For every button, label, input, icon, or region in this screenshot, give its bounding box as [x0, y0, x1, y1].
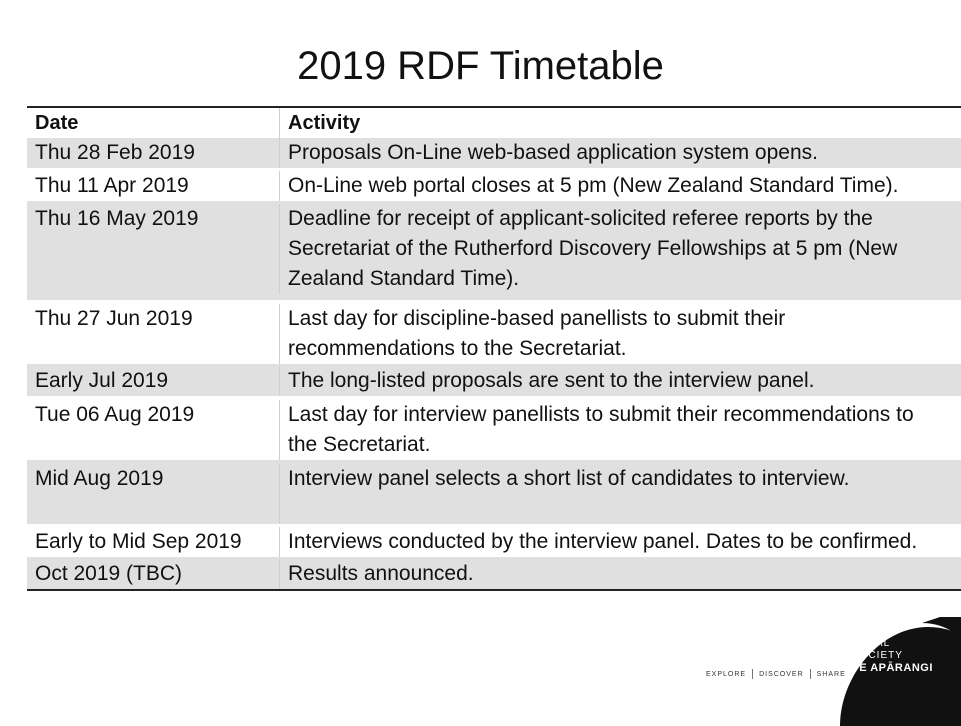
header-activity: Activity — [288, 112, 361, 134]
row-activity: Interview panel selects a short list of candidates to interview. — [288, 467, 850, 490]
row-date: Oct 2019 (TBC) — [27, 559, 280, 589]
row-date: Thu 11 Apr 2019 — [27, 171, 280, 201]
table-row — [27, 201, 961, 300]
table-row — [27, 396, 961, 460]
header-date: Date — [27, 108, 280, 138]
row-date: Early Jul 2019 — [27, 366, 280, 396]
row-date: Mid Aug 2019 — [27, 464, 280, 524]
row-date: Tue 06 Aug 2019 — [27, 400, 280, 460]
logo-nav-share: SHARE — [816, 670, 846, 678]
table-row — [27, 460, 961, 524]
row-activity: Proposals On-Line web-based application system opens. — [288, 141, 818, 164]
row-activity: Deadline for receipt of applicant-solicited referee reports by the Secretariat of the Rutherford Discovery Fellowships at 5 pm (New Zealand Standard Time). — [288, 207, 898, 290]
table-row — [27, 300, 961, 364]
table-row — [27, 364, 961, 396]
table-row — [27, 168, 961, 201]
row-activity: Last day for discipline-based panellists to submit their recommendations to the Secretariat. — [288, 307, 786, 360]
row-date: Early to Mid Sep 2019 — [27, 527, 280, 557]
table-header-row — [27, 108, 961, 138]
logo-wordmark — [852, 638, 933, 674]
row-date: Thu 16 May 2019 — [27, 204, 280, 294]
logo-tagline — [706, 669, 846, 679]
row-activity: Results announced. — [288, 562, 474, 585]
row-activity: On-Line web portal closes at 5 pm (New Zealand Standard Time). — [288, 174, 899, 197]
row-activity: Interviews conducted by the interview panel. Dates to be confirmed. — [288, 530, 918, 553]
page-title: 2019 RDF Timetable — [297, 44, 664, 88]
row-activity: The long-listed proposals are sent to the interview panel. — [288, 369, 815, 392]
table-row — [27, 138, 961, 168]
logo-nav-discover: DISCOVER — [759, 670, 804, 678]
row-date: Thu 28 Feb 2019 — [27, 138, 280, 168]
logo-line-te-aparangi: TE APĀRANGI — [852, 662, 933, 674]
row-date: Thu 27 Jun 2019 — [27, 304, 280, 364]
row-activity: Last day for interview panellists to submit their recommendations to the Secretariat. — [288, 403, 914, 456]
logo-line-society: SOCIETY — [852, 650, 903, 661]
table-row — [27, 524, 961, 557]
table-row — [27, 557, 961, 589]
logo-nav-explore: EXPLORE — [706, 670, 747, 678]
logo-line-royal: ROYAL — [852, 638, 891, 649]
timetable — [27, 106, 961, 591]
